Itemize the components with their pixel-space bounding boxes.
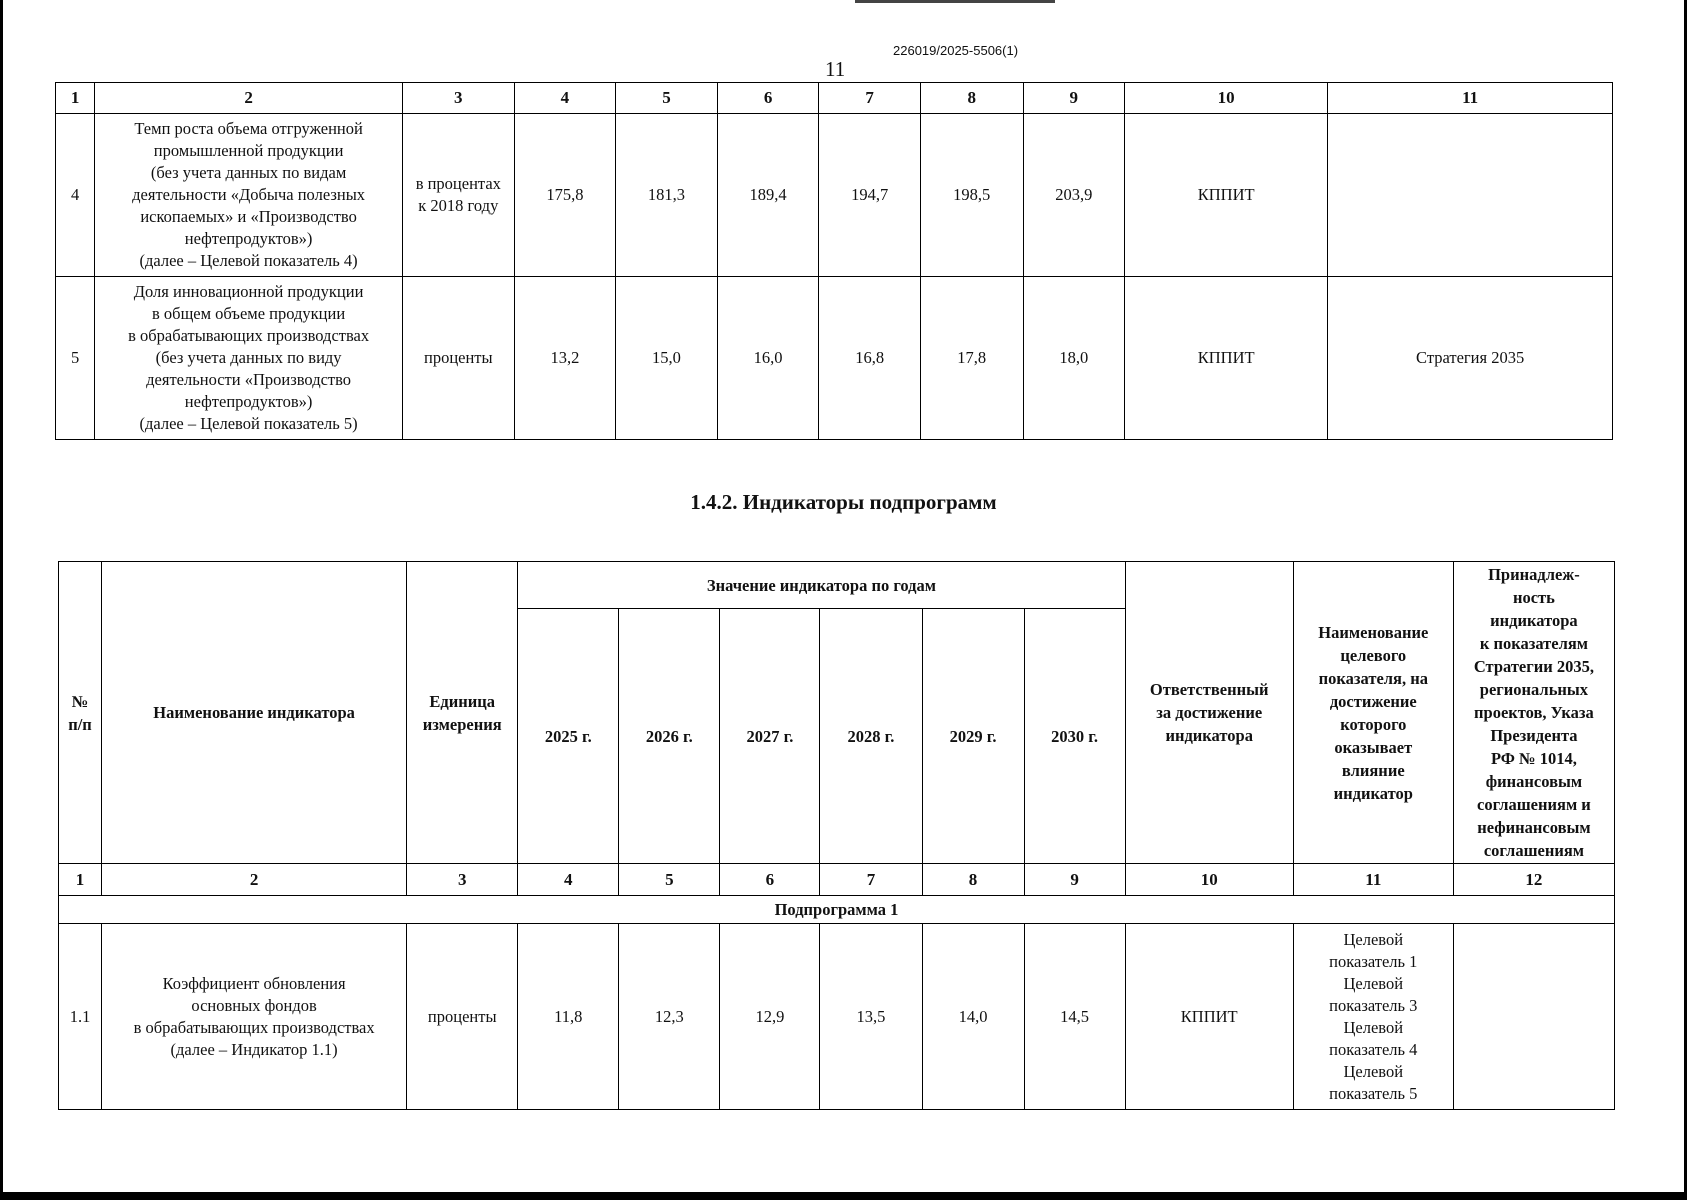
column-number: 1 [59,864,102,896]
header-indicator-name: Наименование индикатора [102,562,407,864]
indicator-name: Темп роста объема отгруженной промышленной продукции (без учета данных по видам деятельности «Добыча полезных ископаемых» и «Производство нефтепродуктов») (далее – Целевой показатель 4) [95,114,403,277]
indicator-name: Доля инновационной продукции в общем объеме продукции в обрабатывающих производствах (без учета данных по виду деятельности «Производство нефтепродуктов») (далее – Целевой показатель 5) [95,277,403,440]
column-number: 10 [1125,83,1328,114]
column-number: 7 [820,864,922,896]
column-number: 1 [56,83,95,114]
value-2029: 17,8 [920,277,1023,440]
target-indicator-names: Целевой показатель 1 Целевой показатель 3 Целевой показатель 4 Целевой показатель 5 [1293,924,1453,1110]
column-number: 11 [1293,864,1453,896]
header-year: 2025 г. [518,609,619,864]
column-number: 4 [518,864,619,896]
row-number: 1.1 [59,924,102,1110]
column-number: 6 [717,83,819,114]
value-2030: 203,9 [1023,114,1125,277]
value-2025: 175,8 [514,114,616,277]
column-number: 8 [920,83,1023,114]
indicator-belonging [1453,924,1614,1110]
column-number: 4 [514,83,616,114]
value-2027: 189,4 [717,114,819,277]
value-2027: 16,0 [717,277,819,440]
column-number: 2 [95,83,403,114]
value-2025: 13,2 [514,277,616,440]
subprogram-row [59,896,1615,924]
header-row-1 [59,562,1615,609]
value-2028: 16,8 [819,277,921,440]
section-title: 1.4.2. Индикаторы подпрограмм [690,490,997,514]
value-2028: 194,7 [819,114,921,277]
header-year: 2027 г. [720,609,820,864]
header-years-group: Значение индикатора по годам [518,562,1125,609]
table-row [56,114,1613,277]
header-row-number: № п/п [59,562,102,864]
value-2030: 18,0 [1023,277,1125,440]
column-number-row [59,864,1615,896]
column-number: 8 [922,864,1024,896]
registration-number: 226019/2025-5506(1) [893,43,1019,58]
header-responsible: Ответственный за достижение индикатора [1125,562,1293,864]
header-target-name: Наименование целевого показателя, на достижение которого оказывает влияние индикатор [1293,562,1453,864]
target-indicators-table [55,82,1613,440]
responsible-body: КППИТ [1125,924,1293,1110]
header-year: 2029 г. [922,609,1024,864]
header-unit: Единица измерения [407,562,518,864]
column-number: 3 [402,83,514,114]
column-number: 11 [1328,83,1613,114]
page-number: 11 [825,57,846,81]
row-number: 5 [56,277,95,440]
value-2030: 14,5 [1024,924,1125,1110]
value-2026: 12,3 [619,924,720,1110]
column-number: 9 [1024,864,1125,896]
header-year: 2028 г. [820,609,922,864]
row-number: 4 [56,114,95,277]
value-2027: 12,9 [720,924,820,1110]
column-number: 2 [102,864,407,896]
unit-of-measure: проценты [407,924,518,1110]
column-number: 6 [720,864,820,896]
unit-of-measure: в процентах к 2018 году [402,114,514,277]
header-year: 2030 г. [1024,609,1125,864]
column-number: 9 [1023,83,1125,114]
subprogram-title: Подпрограмма 1 [59,896,1615,924]
column-number: 7 [819,83,921,114]
column-number: 3 [407,864,518,896]
page-frame-left [0,0,3,1200]
indicator-name: Коэффициент обновления основных фондов в обрабатывающих производствах (далее – Индикатор 1.1) [102,924,407,1110]
column-number: 5 [616,83,718,114]
column-number: 10 [1125,864,1293,896]
column-number-row [56,83,1613,114]
header-year: 2026 г. [619,609,720,864]
column-number: 5 [619,864,720,896]
indicator-belonging [1328,114,1613,277]
value-2025: 11,8 [518,924,619,1110]
subprogram-indicators-table [58,561,1615,1110]
header-belonging: Принадлеж- ность индикатора к показателям Стратегии 2035, региональных проектов, Указа Президента РФ № 1014, финансовым соглашениям и нефинансовым соглашениям [1453,562,1614,864]
table-row [59,924,1615,1110]
indicator-belonging: Стратегия 2035 [1328,277,1613,440]
column-number: 12 [1453,864,1614,896]
responsible-body: КППИТ [1125,114,1328,277]
page-frame-bottom [0,1192,1687,1200]
value-2029: 14,0 [922,924,1024,1110]
table-row [56,277,1613,440]
value-2028: 13,5 [820,924,922,1110]
unit-of-measure: проценты [402,277,514,440]
value-2026: 15,0 [616,277,718,440]
value-2029: 198,5 [920,114,1023,277]
value-2026: 181,3 [616,114,718,277]
top-line-fragment [855,0,1055,3]
responsible-body: КППИТ [1125,277,1328,440]
